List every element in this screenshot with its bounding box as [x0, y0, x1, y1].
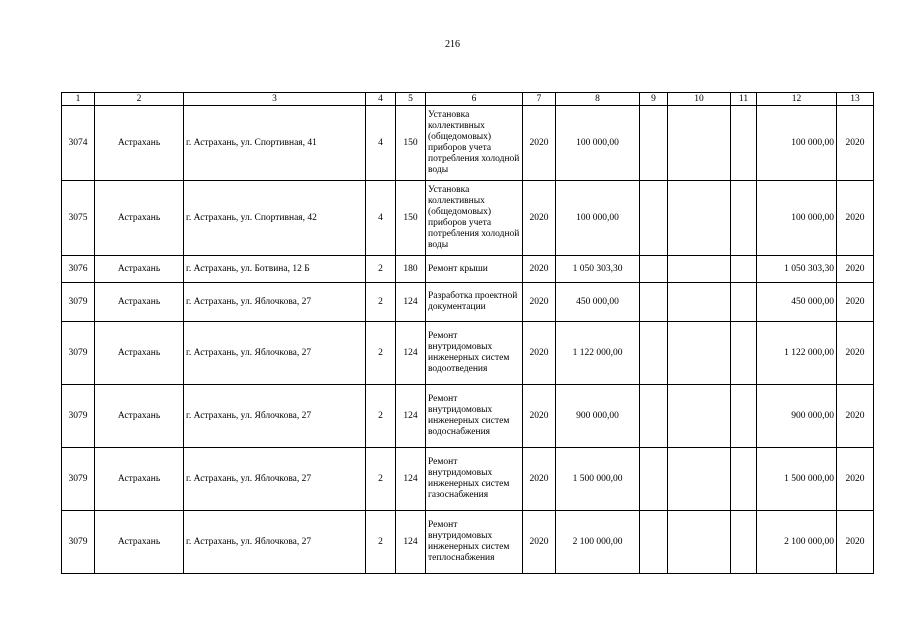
work-type-cell: Ремонт внутридомовых инженерных систем водоотведения [426, 322, 523, 385]
table-row [62, 181, 874, 256]
column-header: 2 [95, 93, 184, 106]
column-header: 9 [640, 93, 668, 106]
column-11-cell [731, 322, 757, 385]
column-10-cell [668, 322, 731, 385]
column-header: 10 [668, 93, 731, 106]
table-row [62, 283, 874, 322]
city-cell: Астрахань [95, 181, 184, 256]
column-9-cell [640, 283, 668, 322]
table-row [62, 385, 874, 448]
year-cell: 2020 [523, 322, 556, 385]
row-number-cell: 3079 [62, 511, 95, 574]
year-end-cell: 2020 [837, 106, 874, 181]
row-number-cell: 3079 [62, 448, 95, 511]
total-cell: 900 000,00 [757, 385, 837, 448]
column-header: 12 [757, 93, 837, 106]
address-cell: г. Астрахань, ул. Спортивная, 41 [184, 106, 366, 181]
header-row [62, 93, 874, 106]
total-cell: 100 000,00 [757, 106, 837, 181]
column-5-cell: 150 [396, 106, 426, 181]
column-4-cell: 2 [366, 256, 396, 283]
address-cell: г. Астрахань, ул. Яблочкова, 27 [184, 448, 366, 511]
column-5-cell: 124 [396, 448, 426, 511]
column-9-cell [640, 511, 668, 574]
year-end-cell: 2020 [837, 448, 874, 511]
year-end-cell: 2020 [837, 322, 874, 385]
column-10-cell [668, 181, 731, 256]
column-11-cell [731, 256, 757, 283]
column-11-cell [731, 283, 757, 322]
city-cell: Астрахань [95, 256, 184, 283]
work-type-cell: Ремонт внутридомовых инженерных систем газоснабжения [426, 448, 523, 511]
column-10-cell [668, 511, 731, 574]
work-type-cell: Установка коллективных (общедомовых) приборов учета потребления холодной воды [426, 106, 523, 181]
amount-cell: 450 000,00 [556, 283, 640, 322]
amount-cell: 100 000,00 [556, 106, 640, 181]
column-4-cell: 2 [366, 322, 396, 385]
column-header: 4 [366, 93, 396, 106]
column-5-cell: 124 [396, 322, 426, 385]
column-5-cell: 124 [396, 283, 426, 322]
column-10-cell [668, 385, 731, 448]
column-11-cell [731, 511, 757, 574]
total-cell: 1 122 000,00 [757, 322, 837, 385]
column-4-cell: 2 [366, 448, 396, 511]
year-end-cell: 2020 [837, 256, 874, 283]
column-10-cell [668, 283, 731, 322]
table-row [62, 448, 874, 511]
amount-cell: 1 500 000,00 [556, 448, 640, 511]
year-cell: 2020 [523, 106, 556, 181]
column-header: 3 [184, 93, 366, 106]
column-header: 8 [556, 93, 640, 106]
column-header: 7 [523, 93, 556, 106]
table-row [62, 511, 874, 574]
year-cell: 2020 [523, 181, 556, 256]
year-cell: 2020 [523, 511, 556, 574]
column-header: 6 [426, 93, 523, 106]
amount-cell: 100 000,00 [556, 181, 640, 256]
total-cell: 2 100 000,00 [757, 511, 837, 574]
column-5-cell: 124 [396, 511, 426, 574]
total-cell: 100 000,00 [757, 181, 837, 256]
column-header: 11 [731, 93, 757, 106]
column-11-cell [731, 448, 757, 511]
row-number-cell: 3074 [62, 106, 95, 181]
year-cell: 2020 [523, 256, 556, 283]
total-cell: 1 050 303,30 [757, 256, 837, 283]
work-type-cell: Ремонт крыши [426, 256, 523, 283]
column-9-cell [640, 322, 668, 385]
city-cell: Астрахань [95, 511, 184, 574]
column-5-cell: 180 [396, 256, 426, 283]
column-header: 5 [396, 93, 426, 106]
address-cell: г. Астрахань, ул. Ботвина, 12 Б [184, 256, 366, 283]
column-9-cell [640, 385, 668, 448]
total-cell: 1 500 000,00 [757, 448, 837, 511]
amount-cell: 1 050 303,30 [556, 256, 640, 283]
column-10-cell [668, 106, 731, 181]
year-end-cell: 2020 [837, 283, 874, 322]
column-header: 1 [62, 93, 95, 106]
address-cell: г. Астрахань, ул. Спортивная, 42 [184, 181, 366, 256]
column-11-cell [731, 106, 757, 181]
column-9-cell [640, 256, 668, 283]
column-4-cell: 4 [366, 106, 396, 181]
column-9-cell [640, 181, 668, 256]
column-5-cell: 124 [396, 385, 426, 448]
amount-cell: 900 000,00 [556, 385, 640, 448]
city-cell: Астрахань [95, 448, 184, 511]
year-end-cell: 2020 [837, 385, 874, 448]
city-cell: Астрахань [95, 385, 184, 448]
row-number-cell: 3076 [62, 256, 95, 283]
year-end-cell: 2020 [837, 181, 874, 256]
table-row [62, 106, 874, 181]
row-number-cell: 3075 [62, 181, 95, 256]
column-11-cell [731, 181, 757, 256]
column-10-cell [668, 256, 731, 283]
column-4-cell: 2 [366, 283, 396, 322]
year-end-cell: 2020 [837, 511, 874, 574]
column-9-cell [640, 448, 668, 511]
column-9-cell [640, 106, 668, 181]
table-row [62, 322, 874, 385]
column-5-cell: 150 [396, 181, 426, 256]
year-cell: 2020 [523, 385, 556, 448]
year-cell: 2020 [523, 283, 556, 322]
column-header: 13 [837, 93, 874, 106]
address-cell: г. Астрахань, ул. Яблочкова, 27 [184, 322, 366, 385]
city-cell: Астрахань [95, 106, 184, 181]
city-cell: Астрахань [95, 283, 184, 322]
work-type-cell: Разработка проектной документации [426, 283, 523, 322]
address-cell: г. Астрахань, ул. Яблочкова, 27 [184, 385, 366, 448]
year-cell: 2020 [523, 448, 556, 511]
page-number: 216 [445, 39, 460, 50]
column-10-cell [668, 448, 731, 511]
work-type-cell: Ремонт внутридомовых инженерных систем теплоснабжения [426, 511, 523, 574]
table-row [62, 256, 874, 283]
work-type-cell: Установка коллективных (общедомовых) приборов учета потребления холодной воды [426, 181, 523, 256]
amount-cell: 2 100 000,00 [556, 511, 640, 574]
amount-cell: 1 122 000,00 [556, 322, 640, 385]
work-type-cell: Ремонт внутридомовых инженерных систем водоснабжения [426, 385, 523, 448]
column-4-cell: 2 [366, 385, 396, 448]
column-4-cell: 2 [366, 511, 396, 574]
total-cell: 450 000,00 [757, 283, 837, 322]
address-cell: г. Астрахань, ул. Яблочкова, 27 [184, 283, 366, 322]
address-cell: г. Астрахань, ул. Яблочкова, 27 [184, 511, 366, 574]
row-number-cell: 3079 [62, 283, 95, 322]
city-cell: Астрахань [95, 322, 184, 385]
column-4-cell: 4 [366, 181, 396, 256]
column-11-cell [731, 385, 757, 448]
row-number-cell: 3079 [62, 385, 95, 448]
row-number-cell: 3079 [62, 322, 95, 385]
capital-repair-table [61, 92, 874, 574]
